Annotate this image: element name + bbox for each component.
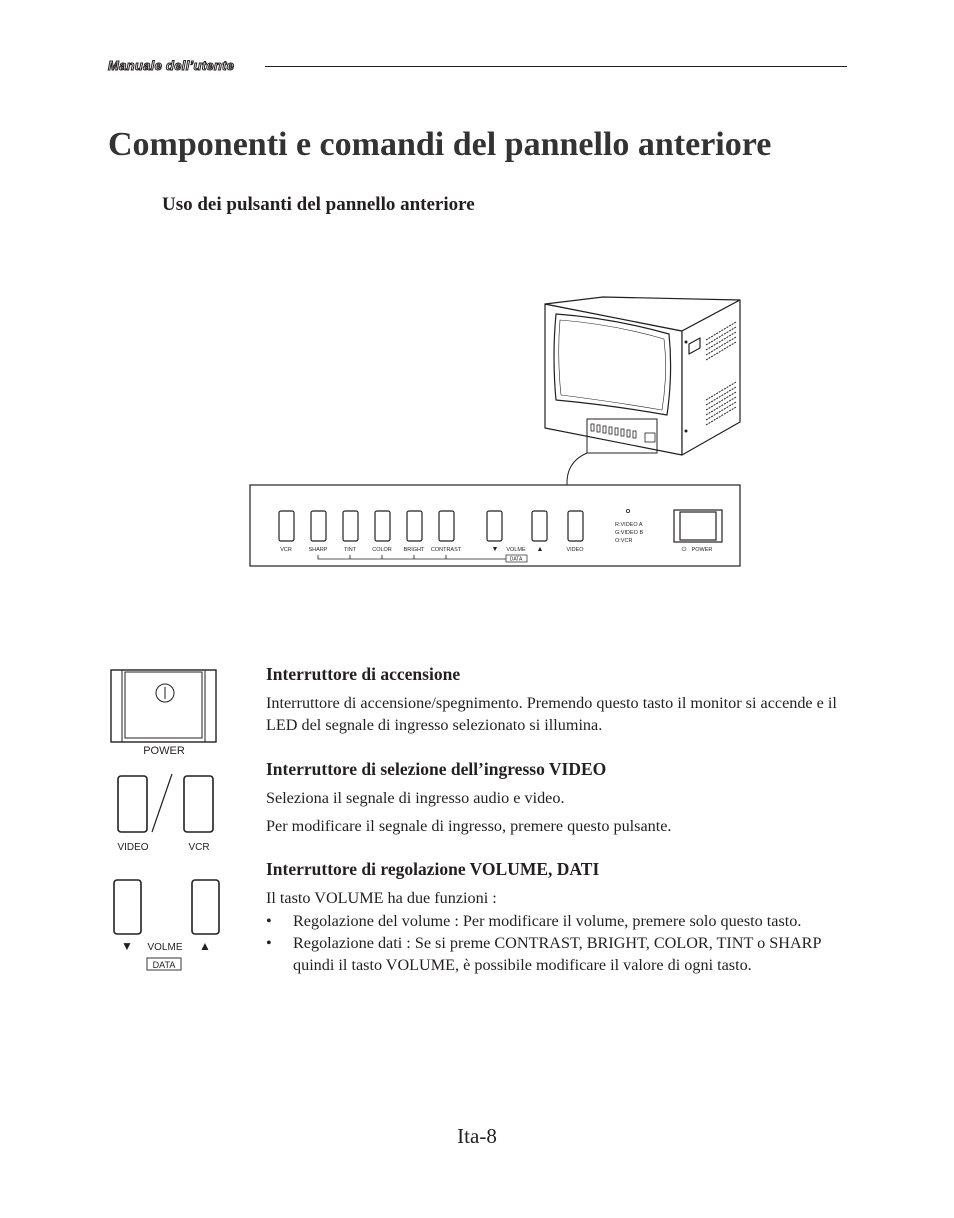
page-number: Ita-8 bbox=[457, 1124, 497, 1148]
contrast-button bbox=[439, 511, 454, 541]
bright-button bbox=[407, 511, 422, 541]
volume-switch-heading: Interruttore di regolazione VOLUME, DATI bbox=[266, 859, 600, 879]
panel-label-tint: TINT bbox=[343, 547, 357, 553]
panel-label-video: VIDEO bbox=[566, 547, 584, 553]
power-switch-description: Interruttore di accensione/spegnimento. Premendo questo tasto il monitor si accende e il LED del segnale di ingresso selezionato si illumina. bbox=[266, 694, 837, 734]
volume-up-icon bbox=[192, 880, 219, 934]
list-item: • Regolazione dati : Se si preme CONTRAST, BRIGHT, COLOR, TINT o SHARP quindi il tasto VOLUME, è possibile modificare il valore di ogni tasto. bbox=[266, 932, 846, 976]
vcr-button bbox=[279, 511, 294, 541]
video-switch-line-2: Per modificare il segnale di ingresso, premere questo pulsante. bbox=[266, 817, 672, 835]
page-title: Componenti e comandi del pannello anteriore bbox=[108, 126, 772, 163]
video-button-icon bbox=[118, 776, 147, 832]
list-item: • Regolazione del volume : Per modificare il volume, premere solo questo tasto. bbox=[266, 910, 846, 932]
tint-button bbox=[343, 511, 358, 541]
panel-label-power: POWER bbox=[691, 547, 713, 553]
vcr-button-icon bbox=[184, 776, 213, 832]
panel-power-symbol: ⏻ bbox=[681, 547, 687, 553]
running-header: Manuale dell’utente bbox=[108, 58, 235, 73]
led-line-3: O:VCR bbox=[615, 538, 633, 544]
video-switch-heading: Interruttore di selezione dell’ingresso VIDEO bbox=[266, 759, 607, 779]
panel-label-contrast: CONTRAST bbox=[430, 547, 462, 553]
control-icons bbox=[100, 660, 230, 980]
zoom-connector bbox=[567, 453, 587, 485]
down-arrow-icon: ▼ bbox=[121, 939, 133, 953]
section-subtitle: Uso dei pulsanti del pannello anteriore bbox=[162, 194, 475, 215]
volume-up-button bbox=[532, 511, 547, 541]
panel-down-arrow: ▼ bbox=[491, 546, 499, 553]
panel-up-arrow: ▲ bbox=[536, 546, 544, 553]
vcr-icon-label: VCR bbox=[188, 842, 210, 853]
color-button bbox=[375, 511, 390, 541]
panel-label-color: COLOR bbox=[372, 547, 392, 553]
panel-label-vcr: VCR bbox=[280, 547, 292, 553]
slash-separator bbox=[152, 774, 172, 832]
volume-down-icon bbox=[114, 880, 141, 934]
volume-down-button bbox=[487, 511, 502, 541]
power-switch-heading: Interruttore di accensione bbox=[266, 664, 461, 684]
panel-label-data: DATA bbox=[509, 556, 523, 563]
power-icon-label: POWER bbox=[143, 745, 185, 757]
panel-label-volume: VOLME bbox=[506, 547, 526, 553]
volume-functions-list bbox=[266, 910, 846, 976]
led-line-2: G:VIDEO B bbox=[615, 530, 644, 536]
up-arrow-icon: ▲ bbox=[199, 939, 211, 953]
video-icon-label: VIDEO bbox=[117, 842, 149, 853]
data-icon-label: DATA bbox=[152, 960, 176, 970]
panel-label-sharp: SHARP bbox=[308, 547, 328, 553]
volume-switch-intro: Il tasto VOLUME ha due funzioni : bbox=[266, 889, 497, 907]
volume-icon-label: VOLME bbox=[147, 942, 183, 953]
video-button bbox=[568, 511, 583, 541]
led-line-1: R:VIDEO A bbox=[615, 522, 643, 528]
sharp-button bbox=[311, 511, 326, 541]
video-switch-line-1: Seleziona il segnale di ingresso audio e video. bbox=[266, 789, 565, 807]
panel-label-bright: BRIGHT bbox=[403, 547, 425, 553]
